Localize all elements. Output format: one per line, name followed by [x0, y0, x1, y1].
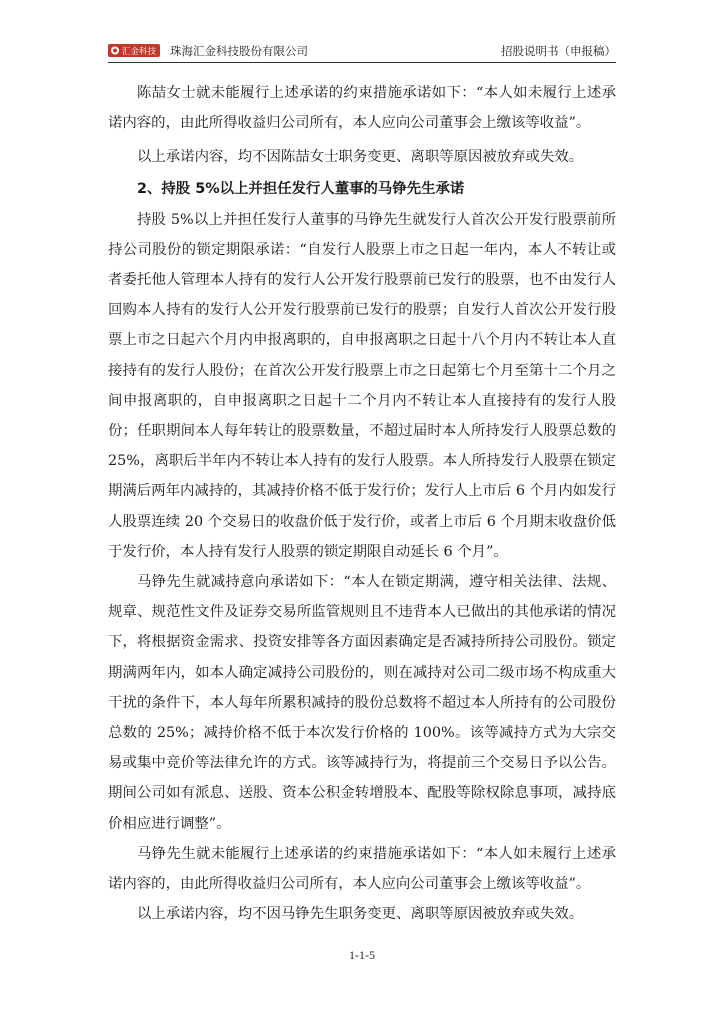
- paragraph-mazheng-restraint: 马铮先生就未能履行上述承诺的约束措施承诺如下：“本人如未履行上述承诺内容的，由此所得收益归公司所有，本人应向公司董事会上缴该等收益”。: [108, 845, 616, 893]
- paragraph-chenzhe-validity: 以上承诺内容，均不因陈喆女士职务变更、离职等原因被放弃或失效。: [137, 149, 584, 166]
- paragraph-mazheng-lockup: 持股 5%以上并担任发行人董事的马铮先生就发行人首次公开发行股票前所持公司股份的锁定期限承诺：“自发行人股票上市之日起一年内，本人不转让或者委托他人管理本人持有的发行人公开发行股票前已发行的股票，也不由发行人回购本人持有的发行人公开发行股票前已发行的股票；自发行人首次公开发行股票上市之日起六个月内申报离职的，自申报离职之日起十八个月内不转让本人直接持有的发行人股份；在首次公开发行股票上市之日起第七个月至第十二个月之间申报离职的，自申报离职之日起十二个月内不转让本人直接持有的发行人股份；任职期间本人每年转让的股票数量，不超过届时本人所持发行人股票总数的25%，离职后半年内不转让本人持有的发行人股票。本人所持发行人股票在锁定期满后两年内减持的，其减持价格不低于发行价；发行人上市后 6 个月内如发行人股票连续 20 个交易日的收盘价低于发行价，或者上市后 6 个月期末收盘价低于发行价，本人持有发行人股票的锁定期限自动延长 6 个月”。: [108, 211, 616, 560]
- company-logo: [108, 44, 160, 57]
- company-name: 珠海汇金科技股份有限公司: [170, 44, 308, 58]
- page-number: 1-1-5: [349, 948, 375, 962]
- paragraph-chenzhe-restraint: 陈喆女士就未能履行上述承诺的约束措施承诺如下：“本人如未履行上述承诺内容的，由此所得收益归公司所有，本人应向公司董事会上缴该等收益”。: [108, 85, 616, 132]
- document-title: 招股说明书（申报稿）: [501, 44, 616, 58]
- page-header: [108, 42, 616, 60]
- header-divider: [108, 62, 616, 63]
- paragraph-mazheng-reduction: 马铮先生就减持意向承诺如下：“本人在锁定期满，遵守相关法律、法规、规章、规范性文件及证券交易所监管规则且不违背本人已做出的其他承诺的情况下，将根据资金需求、投资安排等各方面因素确定是否减持所持公司股份。锁定期满两年内，如本人确定减持公司股份的，则在减持对公司二级市场不构成重大干扰的条件下，本人每年所累积减持的股份总数将不超过本人所持有的公司股份总数的 25%；减持价格不低于本次发行价格的 100%。该等减持方式为大宗交易或集中竞价等法律允许的方式。该等减持行为，将提前三个交易日予以公告。期间公司如有派息、送股、资本公积金转增股本、配股等除权除息事项，减持底价相应进行调整”。: [108, 574, 616, 832]
- page-body: [108, 78, 616, 929]
- logo-text: 汇金科技: [121, 47, 157, 57]
- paragraph-mazheng-validity: 以上承诺内容，均不因马铮先生职务变更、离职等原因被放弃或失效。: [137, 906, 584, 923]
- section-heading: 2、持股 5%以上并担任发行人董事的马铮先生承诺: [137, 180, 465, 197]
